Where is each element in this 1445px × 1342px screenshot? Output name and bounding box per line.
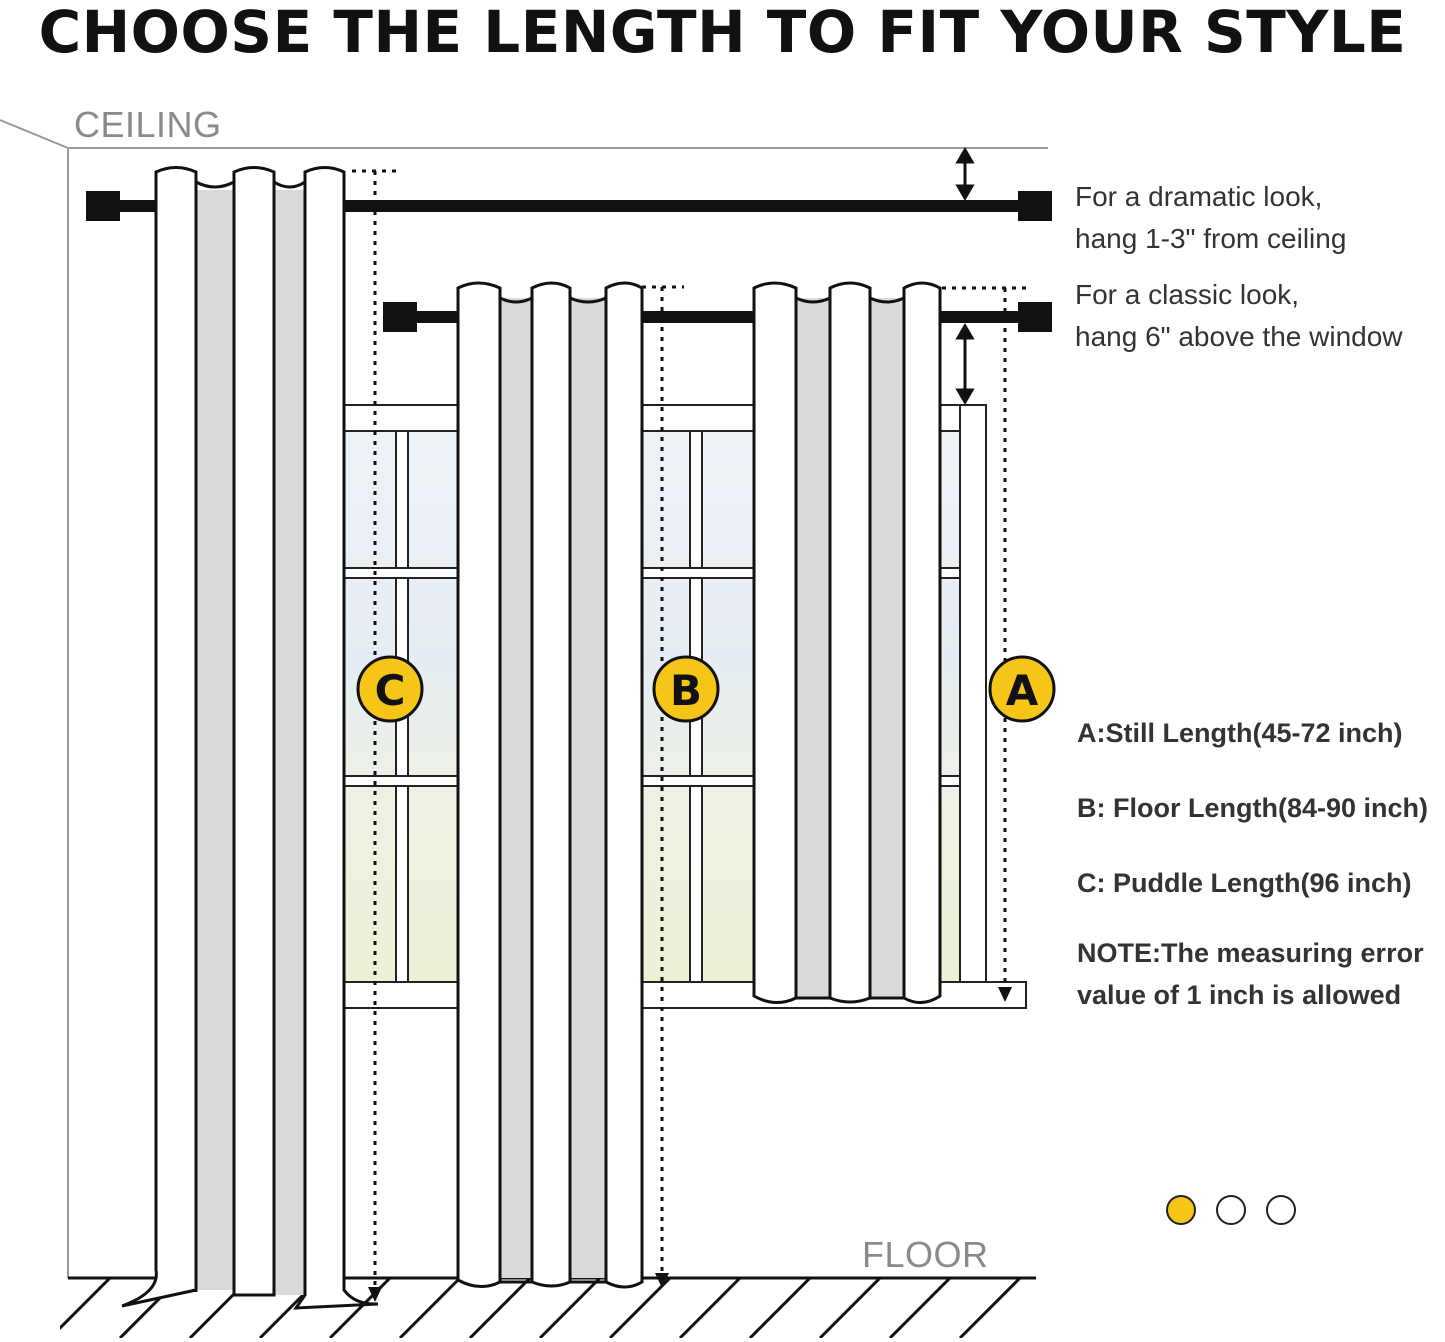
- floor-label: FLOOR: [862, 1234, 989, 1275]
- marker-c-label: C: [374, 666, 406, 715]
- page-title: CHOOSE THE LENGTH TO FIT YOUR STYLE: [38, 0, 1407, 66]
- pagination-dot-3[interactable]: [1266, 1195, 1296, 1225]
- marker-a: [990, 657, 1054, 721]
- curtain-sill: [754, 283, 940, 1003]
- classic-note-line2: hang 6" above the window: [1075, 321, 1403, 352]
- ceiling-label: CEILING: [74, 104, 222, 145]
- ceiling-gap-arrow: [958, 150, 972, 198]
- pagination-dot-1[interactable]: [1166, 1195, 1196, 1225]
- marker-c: [358, 657, 422, 721]
- spec-note-line2: value of 1 inch is allowed: [1077, 980, 1402, 1010]
- dramatic-note: [1075, 176, 1346, 260]
- spec-note-line1: NOTE:The measuring error: [1077, 938, 1424, 968]
- marker-a-label: A: [1005, 666, 1039, 715]
- marker-b-label: B: [669, 666, 703, 715]
- pagination-dots: [1166, 1195, 1296, 1225]
- classic-note-line1: For a classic look,: [1075, 279, 1300, 310]
- dramatic-note-line1: For a dramatic look,: [1075, 181, 1323, 212]
- spec-puddle-length: C: Puddle Length(96 inch): [1077, 868, 1412, 898]
- spec-floor-length: B: Floor Length(84-90 inch): [1077, 793, 1428, 823]
- curtain-floor: [458, 283, 642, 1287]
- classic-note: [1075, 274, 1403, 358]
- pagination-dot-2[interactable]: [1216, 1195, 1246, 1225]
- marker-b: [654, 657, 718, 721]
- window-gap-arrow: [958, 326, 972, 402]
- dramatic-note-line2: hang 1-3" from ceiling: [1075, 223, 1347, 254]
- spec-sill-length: A:Still Length(45-72 inch): [1077, 718, 1403, 748]
- curtain-puddle: [122, 168, 378, 1309]
